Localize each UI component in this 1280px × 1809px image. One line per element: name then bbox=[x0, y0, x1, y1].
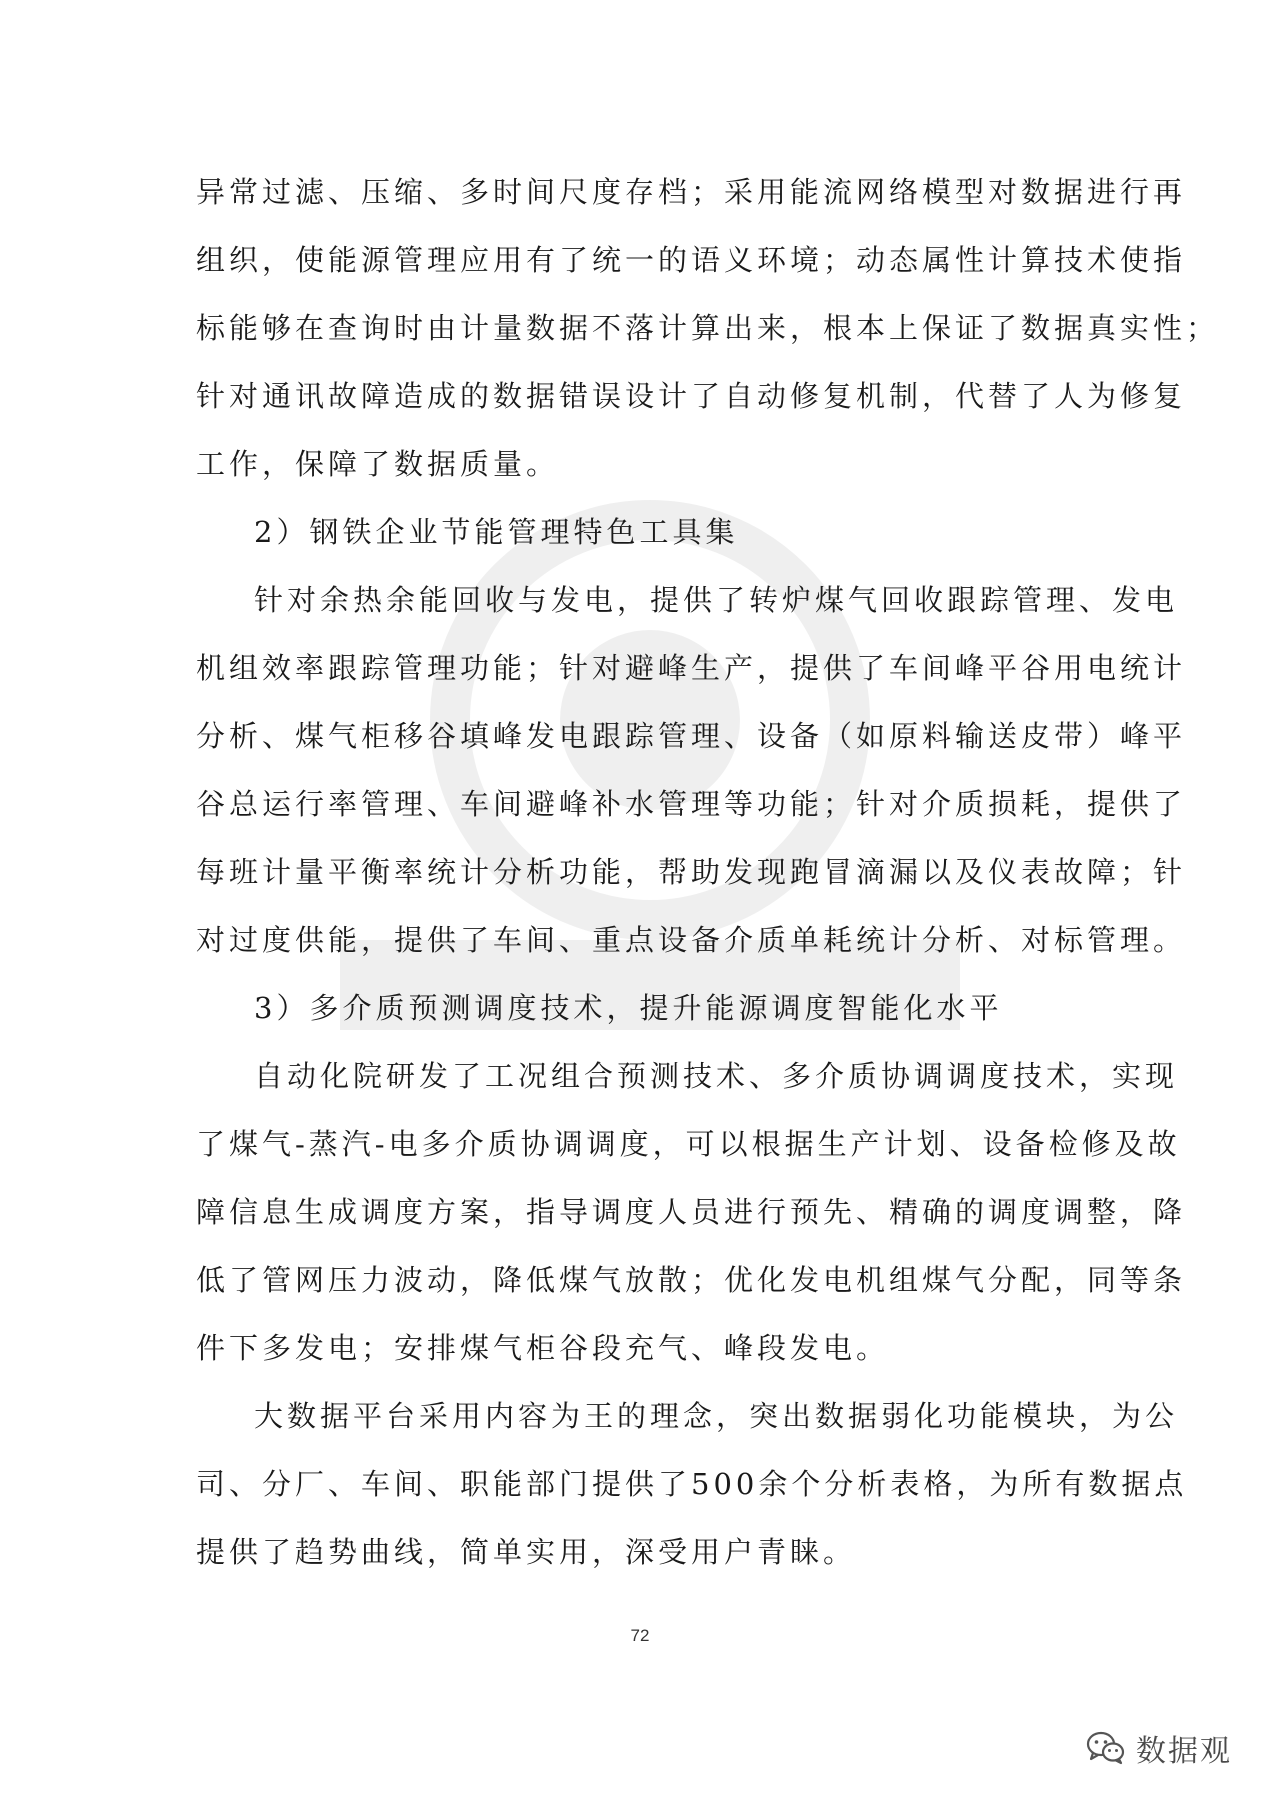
paragraph-line: 标能够在查询时由计量数据不落计算出来，根本上保证了数据真实性； bbox=[196, 311, 1220, 345]
page-number: 72 bbox=[630, 1626, 650, 1645]
paragraph-line: 针对余热余能回收与发电，提供了转炉煤气回收跟踪管理、发电 bbox=[254, 583, 1179, 617]
paragraph-line: 每班计量平衡率统计分析功能，帮助发现跑冒滴漏以及仪表故障；针 bbox=[196, 855, 1187, 889]
footer-brand bbox=[1086, 1726, 1232, 1770]
document-body bbox=[196, 158, 1220, 1586]
paragraph-line: 机组效率跟踪管理功能；针对避峰生产，提供了车间峰平谷用电统计 bbox=[196, 651, 1187, 685]
paragraph-line: 异常过滤、压缩、多时间尺度存档；采用能流网络模型对数据进行再 bbox=[196, 175, 1187, 209]
paragraph-line: 组织，使能源管理应用有了统一的语义环境；动态属性计算技术使指 bbox=[196, 243, 1187, 277]
paragraph-line: 提供了趋势曲线，简单实用，深受用户青睐。 bbox=[196, 1535, 857, 1569]
paragraph-line: 件下多发电；安排煤气柜谷段充气、峰段发电。 bbox=[196, 1331, 890, 1365]
section-heading: 3）多介质预测调度技术，提升能源调度智能化水平 bbox=[254, 991, 1003, 1025]
paragraph-line: 工作，保障了数据质量。 bbox=[196, 447, 560, 481]
paragraph-line: 针对通讯故障造成的数据错误设计了自动修复机制，代替了人为修复 bbox=[196, 379, 1187, 413]
brand-name: 数据观 bbox=[1136, 1734, 1232, 1769]
paragraph-line: 自动化院研发了工况组合预测技术、多介质协调调度技术，实现 bbox=[254, 1059, 1179, 1093]
paragraph-line: 障信息生成调度方案，指导调度人员进行预先、精确的调度调整，降 bbox=[196, 1195, 1187, 1229]
paragraph-line: 了煤气-蒸汽-电多介质协调调度，可以根据生产计划、设备检修及故 bbox=[196, 1127, 1181, 1161]
paragraph-line: 司、分厂、车间、职能部门提供了500余个分析表格，为所有数据点 bbox=[196, 1467, 1188, 1501]
section-heading: 2）钢铁企业节能管理特色工具集 bbox=[254, 515, 739, 549]
paragraph-line: 分析、煤气柜移谷填峰发电跟踪管理、设备（如原料输送皮带）峰平 bbox=[196, 719, 1187, 753]
paragraph-line: 大数据平台采用内容为王的理念，突出数据弱化功能模块，为公 bbox=[254, 1399, 1179, 1433]
paragraph-line: 谷总运行率管理、车间避峰补水管理等功能；针对介质损耗，提供了 bbox=[196, 787, 1187, 821]
paragraph-line: 低了管网压力波动，降低煤气放散；优化发电机组煤气分配，同等条 bbox=[196, 1263, 1187, 1297]
paragraph-line: 对过度供能，提供了车间、重点设备介质单耗统计分析、对标管理。 bbox=[196, 923, 1187, 957]
wechat-icon bbox=[1086, 1731, 1126, 1765]
